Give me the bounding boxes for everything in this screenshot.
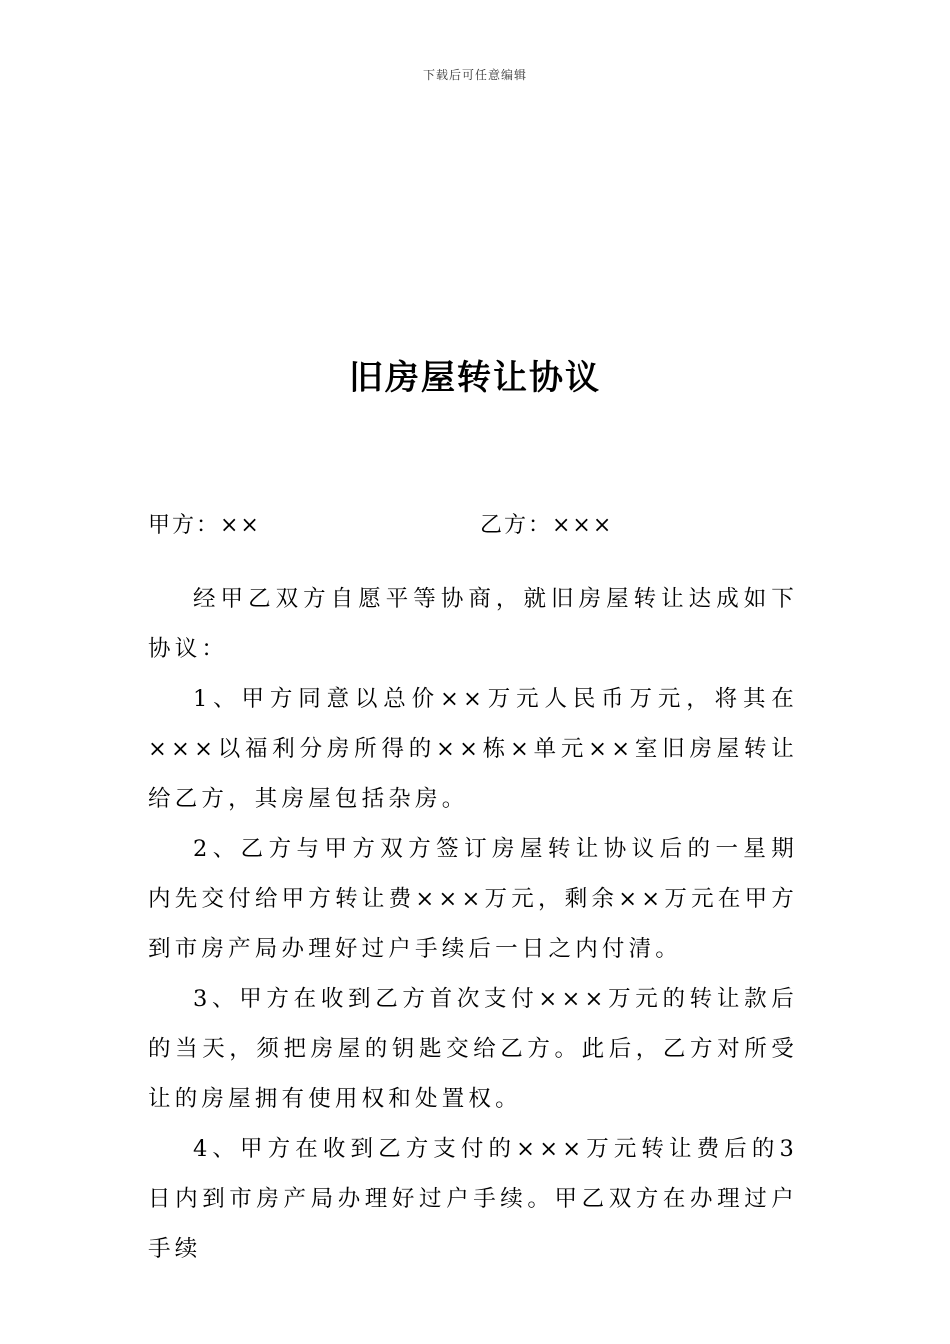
header-note: 下载后可任意编辑 [422,68,527,82]
clause-1: 1、甲方同意以总价××万元人民币万元，将其在×××以福利分房所得的××栋×单元××室旧房屋转让给乙方，其房屋包括杂房。 [148,686,798,812]
party-a: 甲方：×× [148,513,261,538]
agreement-body [148,574,798,1274]
clause-3: 3、甲方在收到乙方首次支付×××万元的转让款后的当天，须把房屋的钥匙交给乙方。此后，乙方对所受让的房屋拥有使用权和处置权。 [148,986,798,1112]
party-b: 乙方：××× [480,513,614,538]
intro-paragraph: 经甲乙双方自愿平等协商，就旧房屋转让达成如下协议： [148,586,798,662]
parties-line [148,508,808,540]
clause-2: 2、乙方与甲方双方签订房屋转让协议后的一星期内先交付给甲方转让费×××万元，剩余××万元在甲方到市房产局办理好过户手续后一日之内付清。 [148,836,798,962]
clause-4: 4、甲方在收到乙方支付的×××万元转让费后的3日内到市房产局办理好过户手续。甲乙双方在办理过户手续 [148,1136,798,1262]
document-title: 旧房屋转让协议 [349,358,601,398]
